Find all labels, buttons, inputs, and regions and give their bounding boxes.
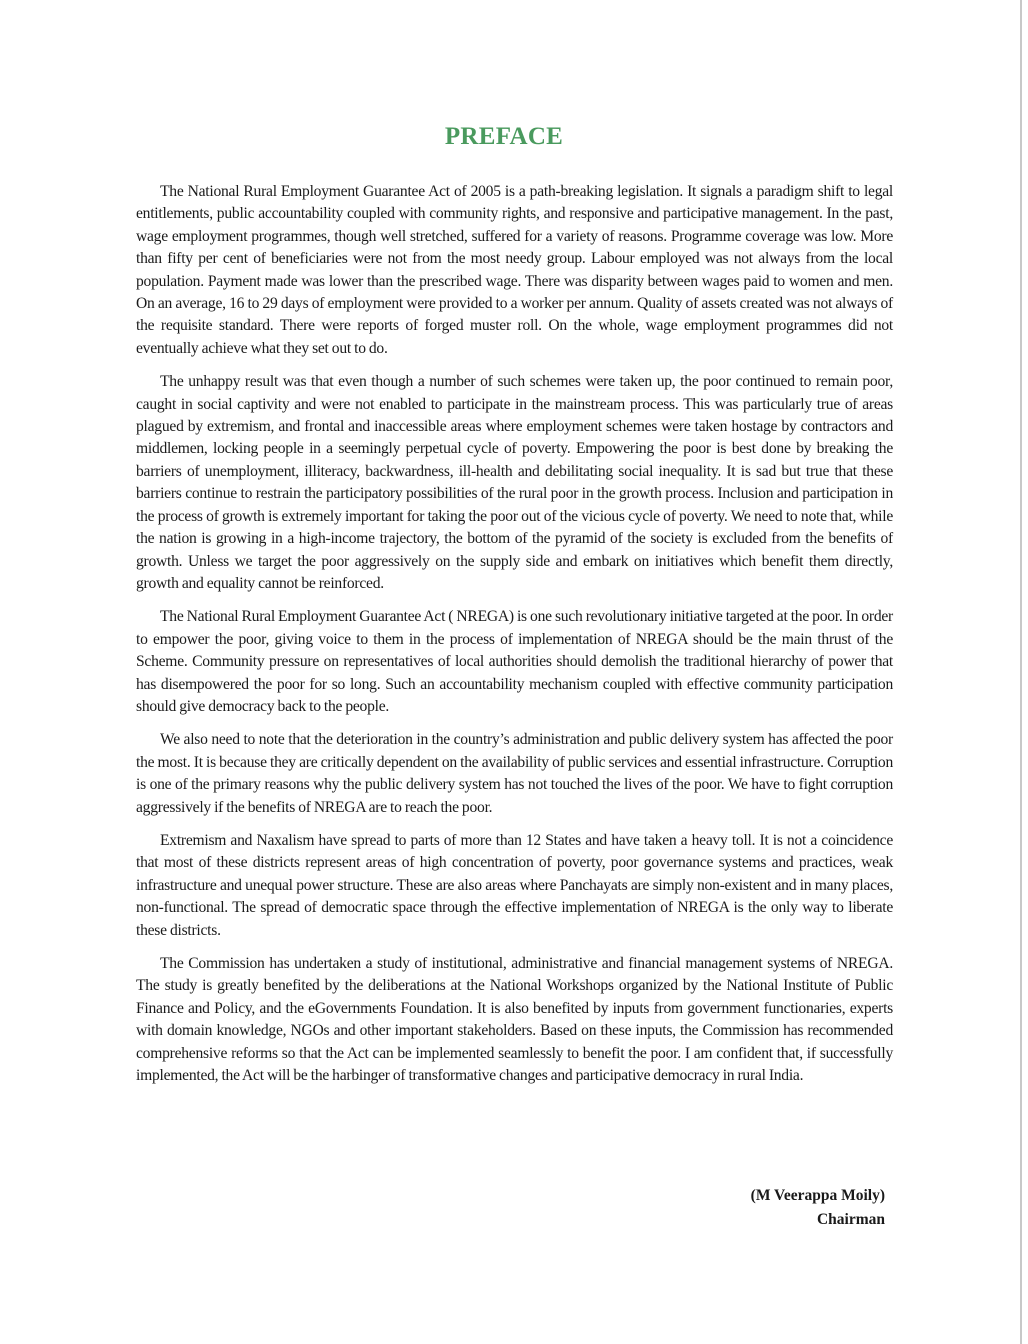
signature-block [751,1185,885,1231]
signatory-role: Chairman [816,1211,885,1228]
page-edge-divider [1020,0,1022,1344]
paragraph-4: We also need to note that the deterioration in the country’s administration and public delivery system has affected the poor the most. It is because they are critically dependent on the availability of public services and essential infrastructure. Corruption is one of the primary reasons why the public delivery system has not touched the lives of the poor. We have to fight corruption aggressively if the benefits of NREGA are to reach the poor. [136,731,893,816]
signatory-name: (M Veerappa Moily) [750,1187,885,1204]
paragraph-2: The unhappy result was that even though a number of such schemes were taken up, the poor continued to remain poor, caught in social captivity and were not enabled to participate in the mainstream process. This was particularly true of areas plagued by extremism, and frontal and inaccessible areas where employment schemes were taken hostage by contractors and middlemen, locking people in a seemingly perpetual cycle of poverty. Empowering the poor is best done by breaking the barriers of unemployment, illiteracy, backwardness, ill-health and debilitating social inequality. It is sad but true that these barriers continue to restrain the participatory possibilities of the rural poor in the growth process. Inclusion and participation in the process of growth is extremely important for taking the poor out of the vicious cycle of poverty. We need to note that, while the nation is growing in a high-income trajectory, the bottom of the pyramid of the society is excluded from the benefits of growth. Unless we target the poor aggressively on the supply side and embark on initiatives which benefit them directly, growth and equality cannot be reinforced. [136,373,893,592]
preface-body [136,181,893,1098]
page-title: PREFACE [444,122,564,150]
paragraph-1: The National Rural Employment Guarantee Act of 2005 is a path-breaking legislation. It signals a paradigm shift to legal entitlements, public accountability coupled with community rights, and responsive and participative management. In the past, wage employment programmes, though well stretched, suffered for a variety of reasons. Programme coverage was low. More than fifty per cent of beneficiaries were not from the most needy group. Labour employed was not always from the local population. Payment made was lower than the prescribed wage. There was disparity between wages paid to women and men. On an average, 16 to 29 days of employment were provided to a worker per annum. Quality of assets created was not always of the requisite standard. There were reports of forged muster roll. On the whole, wage employment programmes did not eventually achieve what they set out to do. [136,183,893,357]
paragraph-5: Extremism and Naxalism have spread to parts of more than 12 States and have taken a heavy toll. It is not a coincidence that most of these districts represent areas of high concentration of poverty, poor governance systems and practices, weak infrastructure and unequal power structure. These are also areas where Panchayats are simply non-existent and in many places, non-functional. The spread of democratic space through the effective implementation of NREGA is the only way to liberate these districts. [136,831,893,939]
paragraph-3: The National Rural Employment Guarantee Act ( NREGA) is one such revolutionary initiative targeted at the poor. In order to empower the poor, giving voice to them in the process of implementation of NREGA should be the main thrust of the Scheme. Community pressure on representatives of local authorities should demolish the traditional hierarchy of power that has disempowered the poor for so long. Such an accountability mechanism coupled with effective community participation should give democracy back to the people. [136,608,893,715]
paragraph-6: The Commission has undertaken a study of institutional, administrative and financial management systems of NREGA. The study is greatly benefited by the deliberations at the National Workshops organized by the National Institute of Public Finance and Policy, and the eGovernments Foundation. It is also benefited by inputs from government functionaries, experts with domain knowledge, NGOs and other important stakeholders. Based on these inputs, the Commission has recommended comprehensive reforms so that the Act can be implemented seamlessly to benefit the poor. I am confident that, if successfully implemented, the Act will be the harbinger of transformative changes and participative democracy in rural India. [136,955,893,1085]
